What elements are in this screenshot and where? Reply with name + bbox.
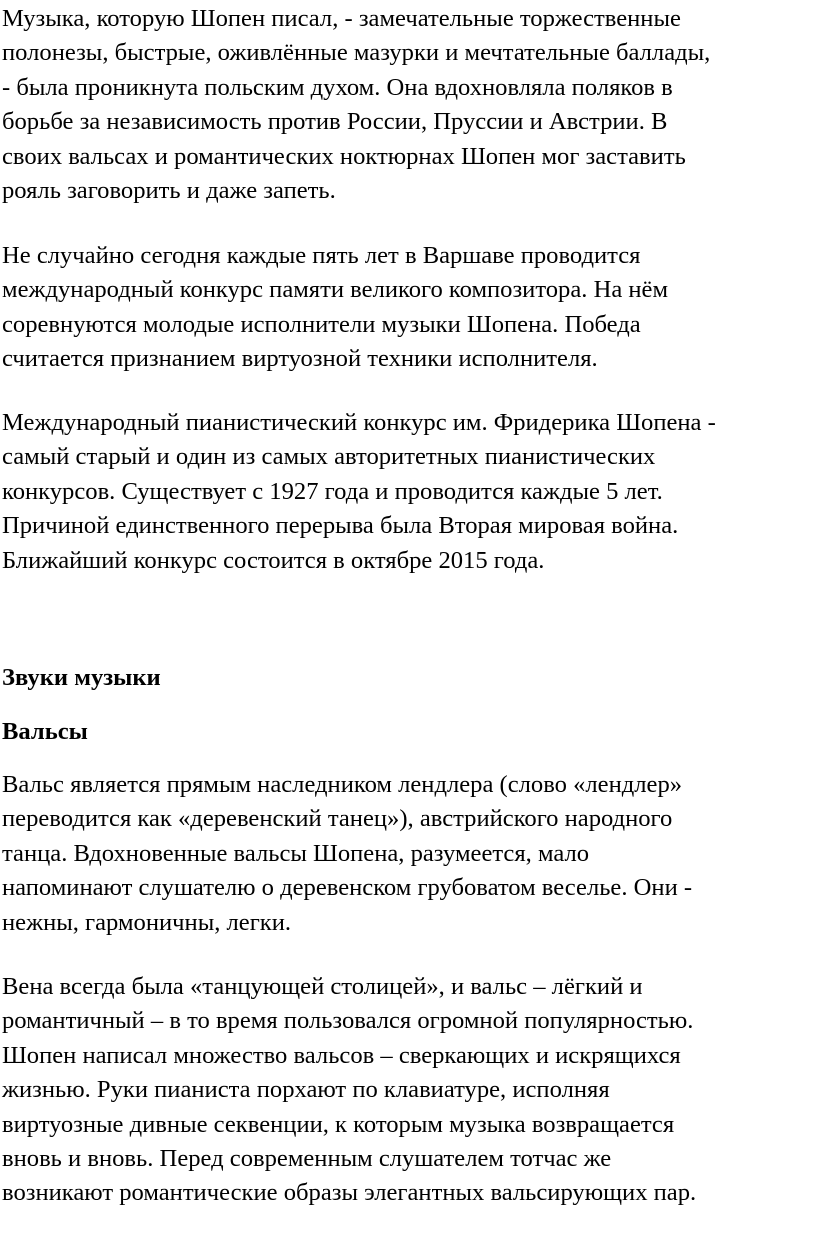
paragraph-chopin-music	[2, 2, 814, 208]
subsection-heading: Вальсы	[2, 718, 88, 745]
text-line: своих вальсах и романтических ноктюрнах Шопен мог заставить	[2, 142, 686, 170]
text-line: борьбе за независимость против России, Пруссии и Австрии. В	[2, 108, 668, 136]
text-line: напоминают слушателю о деревенском грубоватом веселье. Они -	[2, 874, 693, 902]
paragraph-waltz-origin	[2, 768, 814, 940]
paragraph-competition-history	[2, 406, 814, 578]
paragraph-warsaw-competition	[2, 239, 814, 377]
paragraph-vienna-waltz	[2, 970, 814, 1211]
text-line: Шопен написал множество вальсов – сверкающих и искрящихся	[2, 1041, 681, 1069]
text-line: Музыка, которую Шопен писал, - замечательные торжественные	[2, 5, 681, 32]
text-line: - была проникнута польским духом. Она вдохновляла поляков в	[2, 73, 673, 101]
text-line: нежны, гармоничны, легки.	[2, 908, 292, 936]
text-line: танца. Вдохновенные вальсы Шопена, разумеется, мало	[2, 839, 590, 867]
section-heading: Звуки музыки	[2, 664, 161, 691]
text-line: рояль заговорить и даже запеть.	[2, 177, 336, 205]
text-line: Международный пианистический конкурс им. Фридерика Шопена -	[2, 409, 716, 436]
text-line: конкурсов. Существует с 1927 года и проводится каждые 5 лет.	[2, 477, 663, 505]
text-line: жизнью. Руки пианиста порхают по клавиатуре, исполняя	[2, 1076, 610, 1104]
text-line: самый старый и один из самых авторитетных пианистических	[2, 443, 656, 471]
text-line: Вена всегда была «танцующей столицей», и вальс – лёгкий и	[2, 973, 643, 1000]
text-line: переводится как «деревенский танец»), австрийского народного	[2, 805, 673, 833]
text-line: виртуозные дивные секвенции, к которым музыка возвращается	[2, 1110, 675, 1138]
text-line: соревнуются молодые исполнители музыки Шопена. Победа	[2, 310, 641, 338]
text-line: романтичный – в то время пользовался огромной популярностью.	[2, 1007, 694, 1035]
text-line: Ближайший конкурс состоится в октябре 2015 года.	[2, 546, 545, 574]
text-line: Не случайно сегодня каждые пять лет в Варшаве проводится	[2, 242, 641, 269]
text-line: вновь и вновь. Перед современным слушателем тотчас же	[2, 1145, 612, 1173]
text-line: международный конкурс памяти великого композитора. На нём	[2, 276, 669, 304]
text-line: Причиной единственного перерыва была Вторая мировая война.	[2, 512, 679, 540]
text-line: считается признанием виртуозной техники исполнителя.	[2, 345, 598, 373]
text-line: полонезы, быстрые, оживлённые мазурки и мечтательные баллады,	[2, 39, 711, 67]
text-line: возникают романтические образы элегантных вальсирующих пар.	[2, 1179, 697, 1207]
text-line: Вальс является прямым наследником лендлера (слово «лендлер»	[2, 771, 683, 798]
